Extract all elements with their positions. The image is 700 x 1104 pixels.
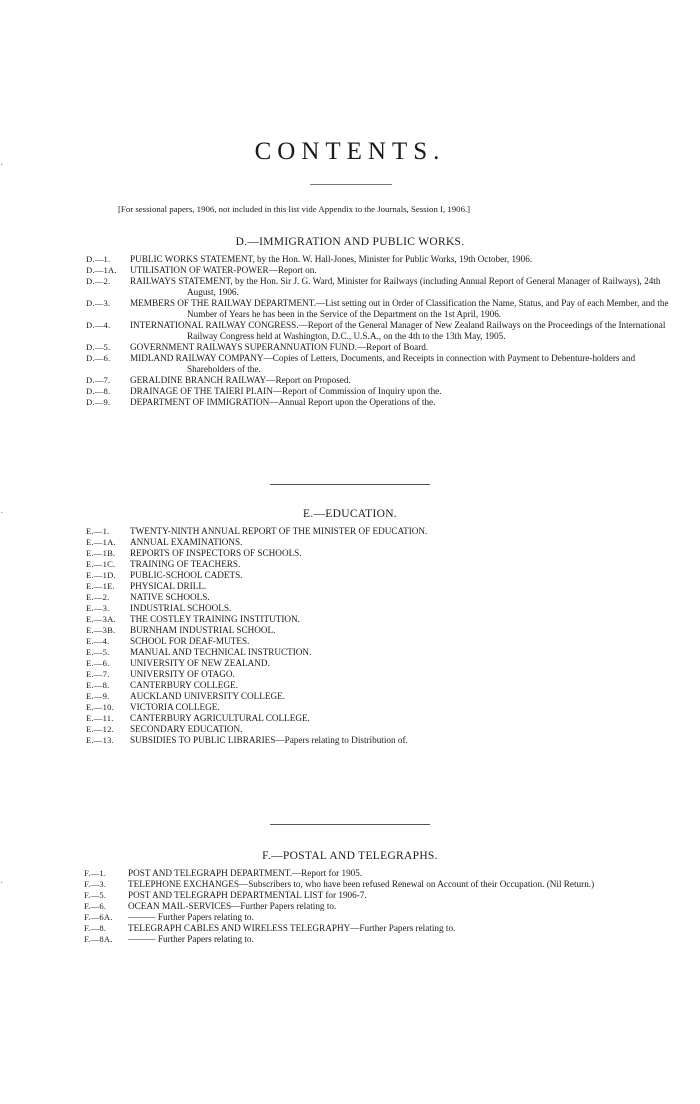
paper-title: INDUSTRIAL SCHOOLS. <box>130 603 232 613</box>
list-item <box>0 724 700 735</box>
paper-title: OCEAN MAIL-SERVICES—Further Papers relating to. <box>128 901 337 911</box>
paper-code: E.—1C. <box>86 559 116 569</box>
paper-code: D.—5. <box>86 342 111 352</box>
paper-code: D.—8. <box>86 386 111 396</box>
list-item <box>0 669 700 680</box>
paper-title: PUBLIC-SCHOOL CADETS. <box>130 570 243 580</box>
scan-mark: · <box>0 160 4 171</box>
list-item <box>0 691 700 702</box>
paper-code: D.—1. <box>86 254 111 264</box>
list-item <box>0 592 700 603</box>
paper-code: E.—1D. <box>86 570 116 580</box>
scan-mark: · <box>0 878 4 889</box>
paper-code: E.—3A. <box>86 614 116 624</box>
list-item <box>0 680 700 691</box>
paper-code: F.—5. <box>84 890 107 900</box>
list-item <box>0 614 700 625</box>
paper-code: E.—1E. <box>86 581 115 591</box>
paper-code: E.—7. <box>86 669 110 679</box>
section-heading-d: D.—IMMIGRATION AND PUBLIC WORKS. <box>235 236 465 248</box>
paper-title: SUBSIDIES TO PUBLIC LIBRARIES—Papers relating to Distribution of. <box>130 735 408 745</box>
section-divider <box>270 824 430 825</box>
list-item <box>0 879 700 890</box>
list-item <box>0 890 700 901</box>
paper-code: E.—1B. <box>86 548 116 558</box>
list-item <box>0 397 700 408</box>
paper-title: CANTERBURY COLLEGE. <box>130 680 238 690</box>
paper-title: GOVERNMENT RAILWAYS SUPERANNUATION FUND.—Report of Board. <box>130 342 429 352</box>
list-item <box>0 625 700 636</box>
list-item <box>0 276 700 298</box>
sessional-note: [For sessional papers, 1906, not included in this list vide Appendix to the Journals, Session I, 1906.] <box>118 204 471 214</box>
list-item <box>0 320 700 342</box>
paper-title: SCHOOL FOR DEAF-MUTES. <box>130 636 250 646</box>
paper-code: F.—3. <box>84 879 107 889</box>
paper-code: E.—9. <box>86 691 110 701</box>
title-divider <box>310 184 392 185</box>
list-item <box>0 923 700 934</box>
paper-code: E.—11. <box>86 713 114 723</box>
paper-title: UNIVERSITY OF OTAGO. <box>130 669 235 679</box>
paper-title: TELEGRAPH CABLES AND WIRELESS TELEGRAPHY—Further Papers relating to. <box>128 923 456 933</box>
paper-title: TWENTY-NINTH ANNUAL REPORT OF THE MINISTER OF EDUCATION. <box>130 526 428 536</box>
list-item <box>0 548 700 559</box>
paper-title: POST AND TELEGRAPH DEPARTMENTAL LIST for 1906-7. <box>128 890 367 900</box>
list-item <box>0 934 700 945</box>
list-item <box>0 254 700 265</box>
list-item <box>0 647 700 658</box>
paper-title: INTERNATIONAL RAILWAY CONGRESS.—Report of the General Manager of New Zealand Railways on the Proceedings of the International Railway Congress held at Washington, D.C., U.S.A., on the 4th to the 13th May, 1905. <box>130 320 666 341</box>
paper-code: E.—6. <box>86 658 110 668</box>
list-item <box>0 342 700 353</box>
section-f-entries <box>0 868 700 945</box>
paper-title: TRAINING OF TEACHERS. <box>130 559 241 569</box>
paper-title: THE COSTLEY TRAINING INSTITUTION. <box>130 614 300 624</box>
paper-title: DRAINAGE OF THE TAIERI PLAIN—Report of Commission of Inquiry upon the. <box>130 386 442 396</box>
list-item <box>0 658 700 669</box>
scan-mark: · <box>0 508 4 519</box>
paper-title: CANTERBURY AGRICULTURAL COLLEGE. <box>130 713 310 723</box>
paper-code: D.—3. <box>86 298 111 308</box>
section-heading-f: F.—POSTAL AND TELEGRAPHS. <box>262 850 438 862</box>
paper-title: SECONDARY EDUCATION. <box>130 724 243 734</box>
paper-title: BURNHAM INDUSTRIAL SCHOOL. <box>130 625 276 635</box>
paper-code: D.—7. <box>86 375 111 385</box>
paper-title: TELEPHONE EXCHANGES—Subscribers to, who have been refused Renewal on Account of their Occupation. (Nil Return.) <box>128 879 595 889</box>
paper-code: D.—6. <box>86 353 111 363</box>
paper-code: E.—5. <box>86 647 110 657</box>
list-item <box>0 559 700 570</box>
list-item <box>0 901 700 912</box>
list-item <box>0 298 700 320</box>
paper-title: MANUAL AND TECHNICAL INSTRUCTION. <box>130 647 312 657</box>
list-item <box>0 603 700 614</box>
paper-title: UTILISATION OF WATER-POWER—Report on. <box>130 265 317 275</box>
list-item <box>0 581 700 592</box>
list-item <box>0 868 700 879</box>
paper-title: VICTORIA COLLEGE. <box>130 702 220 712</box>
list-item <box>0 265 700 276</box>
list-item <box>0 713 700 724</box>
paper-code: F.—6. <box>84 901 107 911</box>
paper-code: D.—2. <box>86 276 111 286</box>
paper-title: PUBLIC WORKS STATEMENT, by the Hon. W. Hall-Jones, Minister for Public Works, 19th October, 1906. <box>130 254 533 264</box>
list-item <box>0 526 700 537</box>
paper-title: UNIVERSITY OF NEW ZEALAND. <box>130 658 270 668</box>
section-e-entries <box>0 526 700 746</box>
list-item <box>0 912 700 923</box>
section-divider <box>270 484 430 485</box>
page-title: CONTENTS. <box>254 138 446 165</box>
list-item <box>0 386 700 397</box>
paper-code: F.—8. <box>84 923 107 933</box>
paper-title: AUCKLAND UNIVERSITY COLLEGE. <box>130 691 286 701</box>
list-item <box>0 353 700 375</box>
section-d-entries <box>0 254 700 408</box>
list-item <box>0 735 700 746</box>
list-item <box>0 636 700 647</box>
paper-code: F.—6A. <box>84 912 113 922</box>
paper-code: E.—4. <box>86 636 110 646</box>
paper-code: F.—1. <box>84 868 107 878</box>
paper-code: D.—1A. <box>86 265 117 275</box>
paper-code: E.—12. <box>86 724 114 734</box>
paper-code: E.—1. <box>86 526 110 536</box>
paper-code: E.—10. <box>86 702 114 712</box>
paper-title: POST AND TELEGRAPH DEPARTMENT.—Report for 1905. <box>128 868 363 878</box>
paper-code: E.—2. <box>86 592 110 602</box>
paper-title: ANNUAL EXAMINATIONS. <box>130 537 243 547</box>
paper-title: NATIVE SCHOOLS. <box>130 592 210 602</box>
paper-title: RAILWAYS STATEMENT, by the Hon. Sir J. G. Ward, Minister for Railways (including Annual Report of General Manager of Railways), 24th August, 1906. <box>130 276 661 297</box>
paper-title: MEMBERS OF THE RAILWAY DEPARTMENT.—List setting out in Order of Classification the Name, Status, and Pay of each Member, and the Number of Years he has been in the Service of the Department on the 1st April, 1906. <box>130 298 669 319</box>
paper-title: ——— Further Papers relating to. <box>128 934 254 944</box>
paper-code: E.—8. <box>86 680 110 690</box>
paper-title: MIDLAND RAILWAY COMPANY—Copies of Letters, Documents, and Receipts in connection with Payment to Debenture-holders and Shareholders of the. <box>130 353 636 374</box>
paper-code: D.—4. <box>86 320 111 330</box>
paper-code: D.—9. <box>86 397 111 407</box>
paper-code: E.—13. <box>86 735 114 745</box>
paper-title: REPORTS OF INSPECTORS OF SCHOOLS. <box>130 548 302 558</box>
paper-code: E.—3B. <box>86 625 116 635</box>
list-item <box>0 702 700 713</box>
paper-code: F.—8A. <box>84 934 113 944</box>
paper-title: GERALDINE BRANCH RAILWAY—Report on Proposed. <box>130 375 351 385</box>
section-heading-e: E.—EDUCATION. <box>303 508 397 520</box>
paper-title: DEPARTMENT OF IMMIGRATION—Annual Report upon the Operations of the. <box>130 397 436 407</box>
list-item <box>0 537 700 548</box>
paper-code: E.—1A. <box>86 537 116 547</box>
paper-title: ——— Further Papers relating to. <box>128 912 254 922</box>
list-item <box>0 375 700 386</box>
paper-title: PHYSICAL DRILL. <box>130 581 207 591</box>
paper-code: E.—3. <box>86 603 110 613</box>
list-item <box>0 570 700 581</box>
